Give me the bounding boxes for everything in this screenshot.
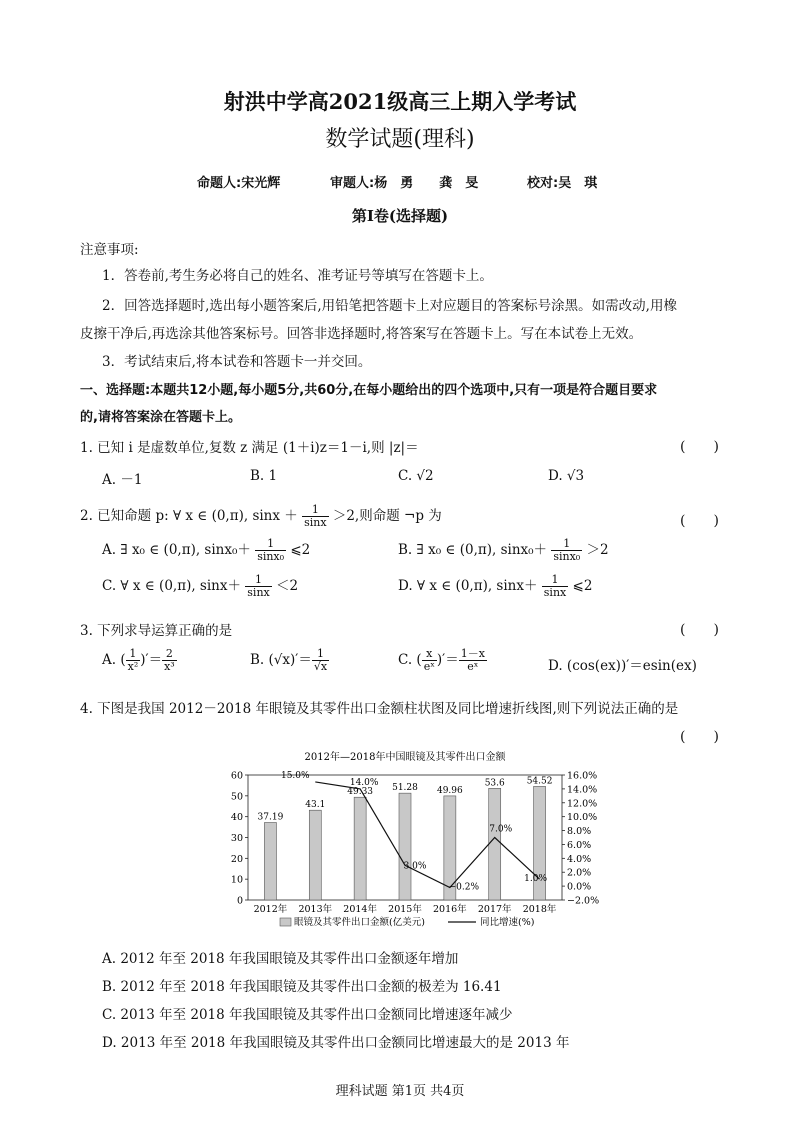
bar-label: 49.33 bbox=[347, 787, 374, 798]
bar bbox=[354, 797, 366, 900]
q3-a-fraction-2: $\frac{2}{\text{x³}}$ bbox=[164, 647, 175, 673]
left-axis-tick-label: 20 bbox=[230, 853, 243, 865]
page-footer: 理科试题 第1页 共4页 bbox=[335, 1084, 465, 1099]
q4-stem: 4. 下图是我国 2012－2018 年眼镜及其零件出口金额柱状图及同比增速折线图,则下列说法正确的是 bbox=[80, 701, 679, 717]
q3-option-d: D. (cos(ex))′＝esin(ex) bbox=[548, 658, 697, 674]
q3-option-a: A. ( $\frac{1}{\text{x²}}$ )′＝ $\frac{2}{\text{x³}}$ bbox=[102, 647, 175, 673]
q1-option-b: B. 1 bbox=[250, 468, 278, 484]
left-axis-tick-label: 0 bbox=[236, 895, 243, 907]
q1-option-d: D. √3 bbox=[548, 468, 585, 484]
q2-option-a: A. ∃ x₀ ∈ (0,π), sinx₀＋ $\frac{1}{\text{sinx₀}}$ ⩽2 bbox=[102, 537, 311, 563]
q2-stem bbox=[80, 504, 442, 529]
q3-answer-paren: ( ) bbox=[680, 622, 719, 638]
q2-stem-a: 2. 已知命题 p: ∀ x ∈ (0,π), sinx ＋ bbox=[80, 508, 298, 524]
q2-c-fraction: $\frac{1}{\sin x}$ bbox=[247, 573, 270, 599]
bar bbox=[489, 788, 501, 900]
part-title: 第Ⅰ卷(选择题) bbox=[351, 207, 449, 225]
notice-heading: 注意事项: bbox=[80, 242, 139, 258]
q2-stem-fraction: $\frac{1}{\sin x}$ bbox=[304, 503, 327, 529]
notice-item-3: 3．考试结束后,将本试卷和答题卡一并交回。 bbox=[102, 354, 372, 370]
line-point-label: −0.2% bbox=[448, 882, 480, 893]
q3-stem: 3. 下列求导运算正确的是 bbox=[80, 623, 233, 639]
bar-label: 37.19 bbox=[257, 812, 284, 823]
line-point-label: 3.0% bbox=[403, 861, 427, 872]
bar bbox=[264, 823, 276, 900]
right-axis-tick-label: 8.0% bbox=[567, 826, 592, 838]
bar-label: 54.52 bbox=[526, 776, 553, 787]
proofreader: 校对:吴 琪 bbox=[527, 176, 598, 191]
legend-bar-swatch bbox=[280, 918, 291, 926]
right-axis-tick-label: 10.0% bbox=[567, 812, 598, 824]
section1-line2: 的,请将答案涂在答题卡上。 bbox=[80, 410, 241, 425]
q3-option-b: B. (√x)′＝ $\frac{1}{√x}$ bbox=[250, 647, 328, 673]
q3-c-fraction-1: $\frac{x}{\text{eˣ}}$ bbox=[423, 647, 435, 673]
left-axis-tick-label: 30 bbox=[230, 833, 243, 844]
q4-option-c: C. 2013 年至 2018 年我国眼镜及其零件出口金额同比增速逐年减少 bbox=[102, 1007, 513, 1023]
q4-answer-paren: ( ) bbox=[680, 729, 719, 745]
q4-option-a: A. 2012 年至 2018 年我国眼镜及其零件出口金额逐年增加 bbox=[102, 951, 459, 967]
q3-b-fraction: $\frac{1}{√x}$ bbox=[313, 647, 328, 673]
left-axis-tick-label: 50 bbox=[230, 791, 243, 803]
x-tick-label: 2018年 bbox=[522, 904, 557, 915]
setter: 命题人:宋光辉 bbox=[197, 176, 281, 191]
q2-option-c: C. ∀ x ∈ (0,π), sinx＋ $\frac{1}{\sin x}$ ＜2 bbox=[102, 573, 299, 599]
exam-subtitle: 数学试题(理科) bbox=[325, 127, 475, 152]
right-axis-tick-label: −2.0% bbox=[567, 895, 600, 907]
bar-label: 43.1 bbox=[305, 800, 326, 811]
right-axis-tick-label: 14.0% bbox=[567, 784, 598, 796]
exam-title: 射洪中学高2021级高三上期入学考试 bbox=[223, 89, 577, 114]
notice-item-2-line1: 2．回答选择题时,选出每小题答案后,用铅笔把答题卡上对应题目的答案标号涂黑。如需改动,用橡 bbox=[102, 298, 677, 314]
bar-label: 53.6 bbox=[484, 778, 505, 789]
line-point-label: 14.0% bbox=[349, 777, 379, 788]
bar bbox=[309, 810, 321, 900]
q2-b-fraction: $\frac{1}{\text{sinx₀}}$ bbox=[553, 537, 581, 563]
q2-a-fraction: $\frac{1}{\text{sinx₀}}$ bbox=[257, 537, 285, 563]
growth-line bbox=[315, 782, 539, 888]
q2-answer-paren: ( ) bbox=[680, 513, 719, 529]
x-tick-label: 2016年 bbox=[433, 904, 467, 915]
right-axis-tick-label: 16.0% bbox=[567, 770, 598, 782]
reviewer: 审题人:杨 勇 龚 旻 bbox=[330, 176, 479, 191]
export-chart bbox=[210, 748, 610, 938]
section1-line1: 一、选择题:本题共12小题,每小题5分,共60分,在每小题给出的四个选项中,只有一项是符合题目要求 bbox=[80, 383, 658, 398]
q4-option-b: B. 2012 年至 2018 年我国眼镜及其零件出口金额的极差为 16.41 bbox=[102, 979, 502, 995]
line-point-label: 1.0% bbox=[524, 874, 548, 885]
x-tick-label: 2014年 bbox=[343, 904, 377, 915]
q2-d-fraction: $\frac{1}{\sin x}$ bbox=[543, 573, 567, 599]
q2-option-b: B. ∃ x₀ ∈ (0,π), sinx₀＋ $\frac{1}{\text{sinx₀}}$ ＞2 bbox=[398, 537, 609, 563]
bar-label: 51.28 bbox=[392, 783, 418, 794]
q3-option-c: C. ( $\frac{x}{\text{eˣ}}$ )′＝ $\frac{1-x}{\text{eˣ}}$ bbox=[398, 647, 485, 673]
legend-bar-label: 眼镜及其零件出口金额(亿美元) bbox=[294, 917, 425, 928]
line-point-label: 7.0% bbox=[489, 824, 513, 835]
left-axis-tick-label: 60 bbox=[230, 770, 243, 782]
left-axis-tick-label: 10 bbox=[230, 874, 243, 886]
q1-stem: 1. 已知 i 是虚数单位,复数 z 满足 (1＋i)z＝1－i,则 |z|＝ bbox=[80, 440, 419, 456]
bar-label: 49.96 bbox=[436, 785, 463, 796]
x-tick-label: 2012年 bbox=[253, 904, 288, 915]
q2-option-d: D. ∀ x ∈ (0,π), sinx＋ $\frac{1}{\sin x}$ ⩽2 bbox=[398, 573, 593, 599]
chart-title: 2012年—2018年中国眼镜及其零件出口金额 bbox=[304, 752, 506, 763]
left-axis-tick-label: 40 bbox=[230, 812, 243, 824]
x-tick-label: 2013年 bbox=[298, 904, 333, 915]
line-point-label: 15.0% bbox=[280, 770, 310, 781]
q3-c-fraction-2: $\frac{1-x}{\text{eˣ}}$ bbox=[460, 647, 485, 673]
q1-option-c: C. √2 bbox=[398, 468, 434, 484]
q1-option-a: A. －1 bbox=[102, 472, 143, 488]
q2-stem-b: ＞2,则命题 ¬p 为 bbox=[332, 508, 442, 524]
notice-item-2-line2: 皮擦干净后,再选涂其他答案标号。回答非选择题时,将答案写在答题卡上。写在本试卷上无效。 bbox=[80, 326, 643, 342]
right-axis-tick-label: 4.0% bbox=[567, 853, 592, 865]
right-axis-tick-label: 6.0% bbox=[567, 839, 592, 851]
right-axis-tick-label: 12.0% bbox=[567, 798, 598, 810]
right-axis-tick-label: 2.0% bbox=[567, 867, 592, 879]
q4-option-d: D. 2013 年至 2018 年我国眼镜及其零件出口金额同比增速最大的是 2013 年 bbox=[102, 1035, 570, 1051]
legend-line-label: 同比增速(%) bbox=[480, 917, 535, 928]
q1-answer-paren: ( ) bbox=[680, 439, 719, 455]
right-axis-tick-label: 0.0% bbox=[567, 881, 592, 893]
q3-a-fraction-1: $\frac{1}{\text{x²}}$ bbox=[127, 647, 139, 673]
x-tick-label: 2017年 bbox=[477, 904, 512, 915]
bar bbox=[399, 793, 411, 900]
x-tick-label: 2015年 bbox=[388, 904, 422, 915]
notice-item-1: 1．答卷前,考生务必将自己的姓名、准考证号等填写在答题卡上。 bbox=[102, 268, 493, 284]
